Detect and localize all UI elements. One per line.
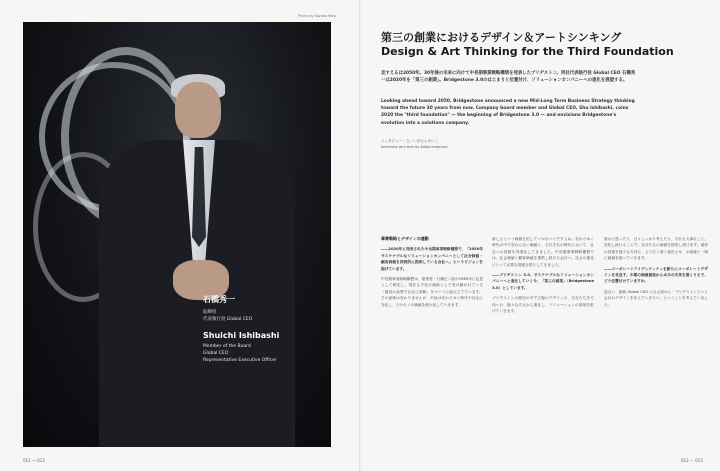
body-paragraph: 新しさという価値を出していかないとですよね。変わりゆく時代の中で変わらない価値と、それぞれの時代において、社会への貢献を具現化してきました。中長期事業戦略構想では、社会価値と顧客価値を提供し続ける会社へ。社会の進化にとって必要な役割を果たしてきました。	[492, 237, 594, 267]
interview-question: ――2020年に発表された中長期事業戦略構想で、「2050年サステナブルなソリューションカンパニーとして社会価値・顧客価値を持続的に提供している会社へ」というビジョンを掲げています。	[381, 247, 483, 271]
body-column-1	[381, 236, 483, 312]
name-jp: 石橋秀一	[203, 295, 235, 304]
interview-question: ――ブリヂストン 3.0、サステナブルなソリューションカンパニーへと進化していく今、「第三の創業」（Bridgestone 3.0）としています。	[492, 273, 594, 290]
photo-credit: Photo by Kazuko Mizu	[298, 14, 337, 18]
portrait-photo	[23, 22, 331, 447]
person-head	[175, 82, 221, 138]
body-column-2	[492, 236, 594, 318]
headline-jp: 第三の創業におけるデザイン＆アートシンキング	[381, 31, 622, 44]
body-paragraph: 誰かに思ったり、日々しっかり考えたり、それも大事なこと。変化し続けることで、自分たちの価値を提供し続けます。素材の技術を様々な方向に、より広く深く進化させ、お客様と一緒に価値を創っていきます。	[604, 237, 708, 261]
page-folio-left: 012 ― 013	[23, 458, 45, 463]
title-jp-2: 代表執行役 Global CEO	[203, 317, 253, 322]
credit-jp: インタビュー・文／いまむらかいこ	[381, 139, 439, 143]
page-gutter	[359, 0, 361, 471]
body-column-3	[604, 236, 708, 312]
title-jp-1: 取締役	[203, 310, 217, 315]
credit-en: Interview and text by Kaiko Imamura	[381, 145, 448, 149]
lead-paragraph-en: Looking ahead toward 2050, Bridgestone announced a new Mid-Long Term Business Strategy thinking toward the future 30 years from now. Company board member and Global CEO, Shu Ishibashi, coins 2020 the "third foundation" — the beginning of Bridgestone 3.0 — and envisions Bridgestone's evolution into a solutions company.	[381, 99, 635, 126]
section-subhead: 事業戦略とデザインの連動	[381, 236, 429, 241]
body-paragraph: 話ない、最新 Global CEO になる前から「ブリヂストンという会社のデザインを変えていきたい」ということを考えていました。	[604, 289, 708, 307]
interview-credit	[381, 138, 448, 150]
title-en-1: Member of the Board	[203, 344, 251, 349]
headline-en: Design & Art Thinking for the Third Foundation	[381, 45, 674, 58]
body-paragraph: ブリヂストンの歴史の中で立場のデザインの、自分たちを方向への、様々な次元から進化し、ソリューションの領域を拡げていきます。	[492, 296, 594, 314]
title-en-3: Representative Executive Officer	[203, 358, 277, 363]
name-caption	[203, 294, 279, 364]
body-paragraph: 中長期事業戦略構想は、創業者・石橋正二郎が1969年に社是として制定し、現在も不変の価値として受け継がれている「最高の品質で社会に貢献」をベースに組み立てています。その意味は変わりませんが、中身は変わりゆく時代や社会に対応し、そのモノの価値を最大化していきます。	[381, 277, 483, 307]
title-en-2: Global CEO	[203, 351, 229, 356]
lead-paragraph-jp: 見すえるは2050年。30年後の未来に向けて中長期事業戦略構想を発表したブリヂストン。同社代表執行役 Global CEO 石橋秀一は2020年を「第三の創業」。Bridgestone 3.0のはじまりと位置付け、ソリューションカンパニーへの進化を展望する。	[381, 71, 636, 84]
interview-question: ――コーポレートアイデンティティを新たにコーポレートデザインを見直す。中期の価値創造から本当の未来を描くうえで、どう位置付けていますか。	[604, 266, 708, 284]
page-folio-right: 012 ― 013	[681, 458, 703, 463]
name-en: Shuichi Ishibashi	[203, 331, 280, 340]
